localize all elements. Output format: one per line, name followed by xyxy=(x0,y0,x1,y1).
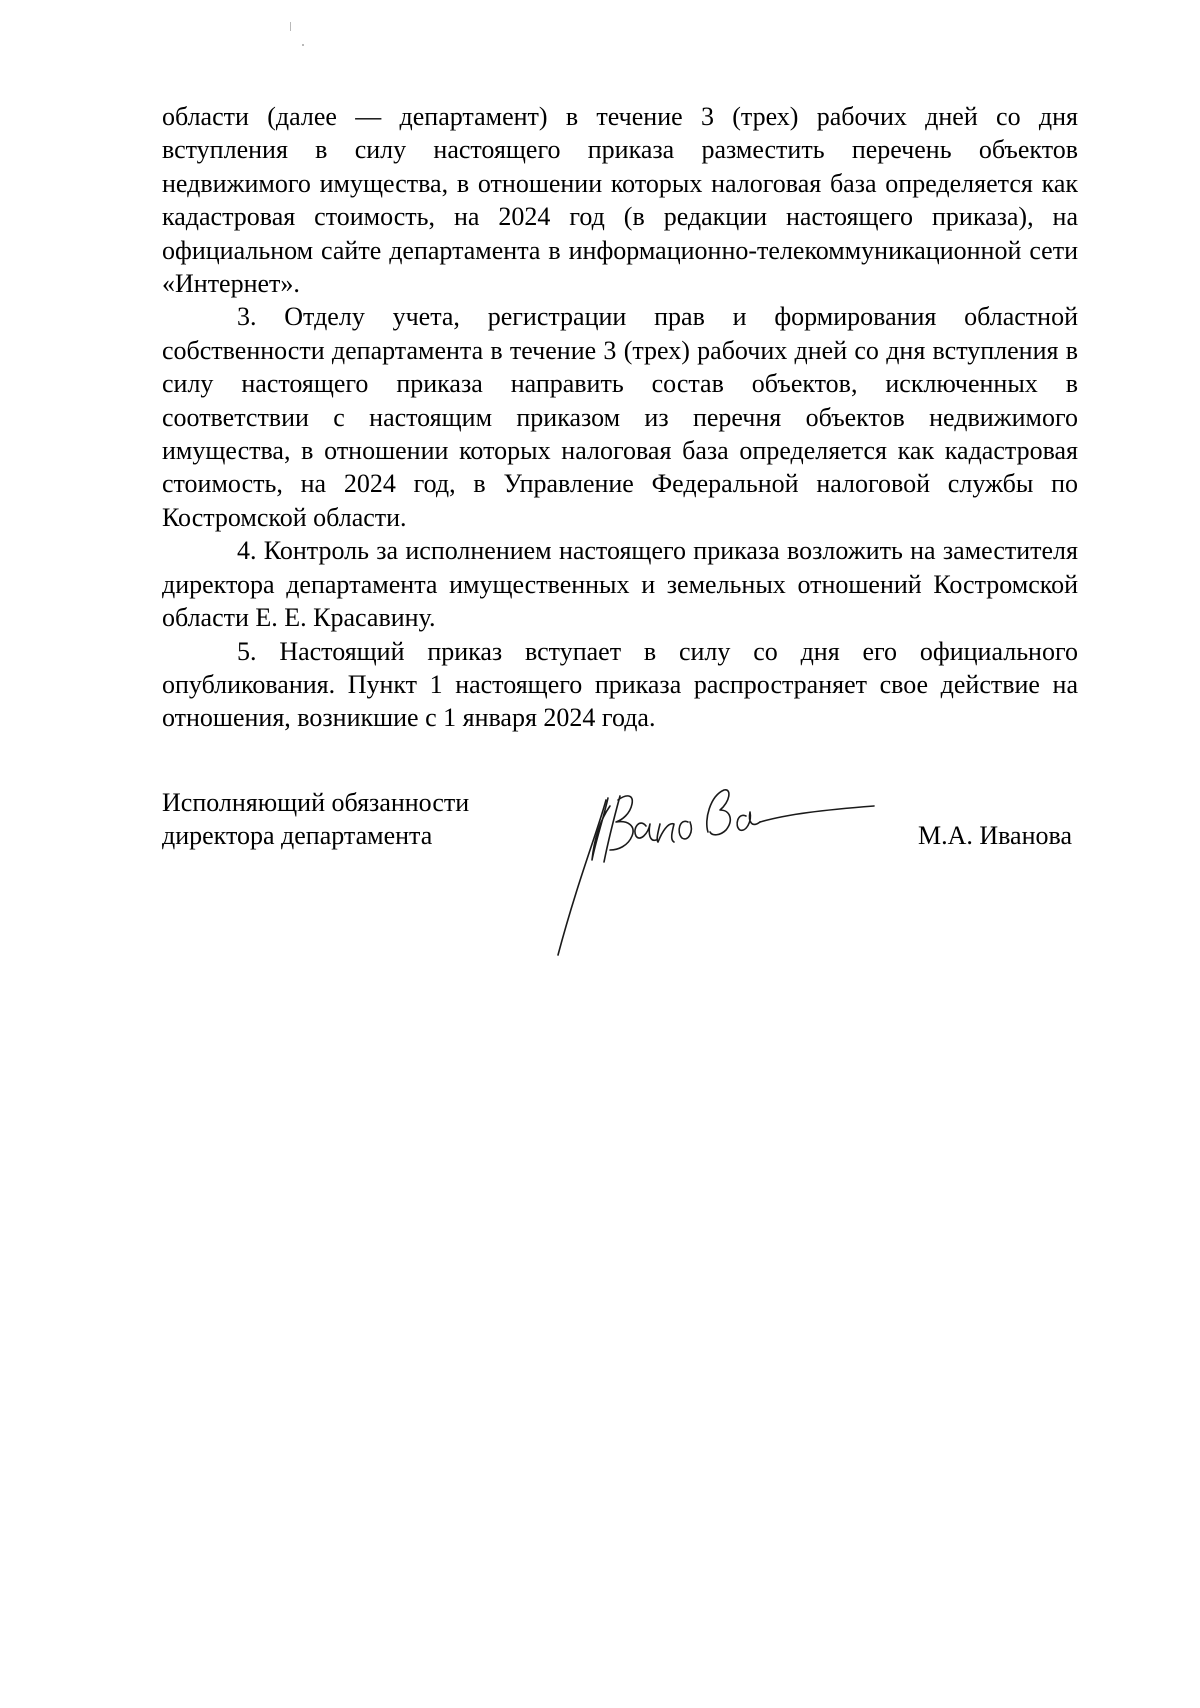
document-body xyxy=(162,100,1078,735)
signatory-title-line-1: Исполняющий обязанности xyxy=(162,788,470,817)
signer-name: М.А. Иванова xyxy=(917,821,1072,850)
paragraph-continuation: области (далее — департамент) в течение 3 (трех) рабочих дней со дня вступления в силу настоящего приказа разместить перечень объектов недвижимого имущества, в отношении которых налоговая база определяется как кадастровая стоимость, на 2024 год (в редакции настоящего приказа), на официальном сайте департамента в информационно-телекоммуникационной сети «Интернет». xyxy=(162,102,1078,299)
paragraph-4: 4. Контроль за исполнением настоящего приказа возложить на заместителя директора департамента имущественных и земельных отношений Костромской области Е. Е. Красавину. xyxy=(162,536,1078,633)
paragraph-5: 5. Настоящий приказ вступает в силу со дня его официального опубликования. Пункт 1 настоящего приказа распространяет свое действие на отношения, возникшие с 1 января 2024 года. xyxy=(162,636,1078,733)
scan-mark-top xyxy=(290,22,291,31)
signatory-title-line-2: директора департамента xyxy=(162,821,433,850)
signatory-title xyxy=(162,786,469,852)
scan-mark-dot xyxy=(302,44,304,46)
paragraph-3: 3. Отделу учета, регистрации прав и формирования областной собственности департамента в течение 3 (трех) рабочих дней со дня вступления в силу настоящего приказа направить состав объектов, исключенных в соответствии с настоящим приказом из перечня объектов недвижимого имущества, в отношении которых налоговая база определяется как кадастровая стоимость, на 2024 год, в Управление Федеральной налоговой службы по Костромской области. xyxy=(162,302,1078,532)
handwritten-signature xyxy=(548,770,878,960)
